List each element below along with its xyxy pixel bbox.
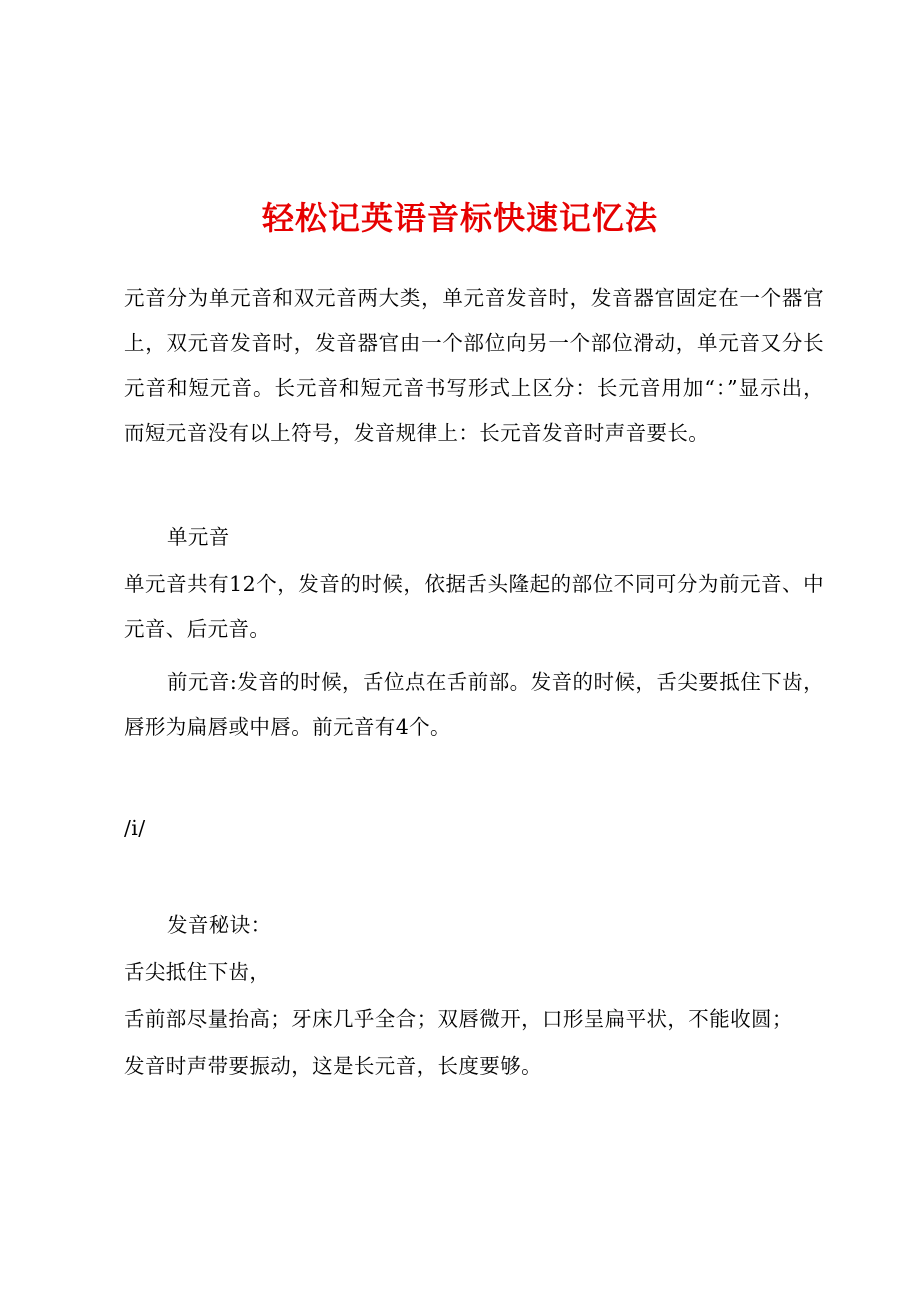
document-title: 轻松记英语音标快速记忆法 [261,199,658,237]
phonetic-symbol: /i/ [124,816,146,840]
tips-heading: 发音秘诀： [167,913,272,937]
tips-line: 发音时声带要振动，这是长元音，长度要够。 [124,1054,542,1078]
single-vowel-paragraph: 单元音共有12个，发音的时候，依据舌头隆起的部位不同可分为前元音、中元音、后元音。 [124,572,824,641]
intro-paragraph: 元音分为单元音和双元音两大类，单元音发音时，发音器官固定在一个器官上，双元音发音时，发音器官由一个部位向另一个部位滑动，单元音又分长元音和短元音。长元音和短元音书写形式上区分：长元音用加“：”显示出，而短元音没有以上符号，发音规律上：长元音发音时声音要长。 [124,286,824,445]
tips-line: 舌前部尽量抬高；牙床几乎全合；双唇微开，口形呈扁平状，不能收圆； [124,1007,793,1031]
front-vowel-paragraph: 前元音:发音的时候，舌位点在舌前部。发音的时候，舌尖要抵住下齿，唇形为扁唇或中唇。前元音有4个。 [124,670,824,739]
tips-line: 舌尖抵住下齿， [124,960,271,984]
section-heading-single-vowels: 单元音 [167,525,230,549]
